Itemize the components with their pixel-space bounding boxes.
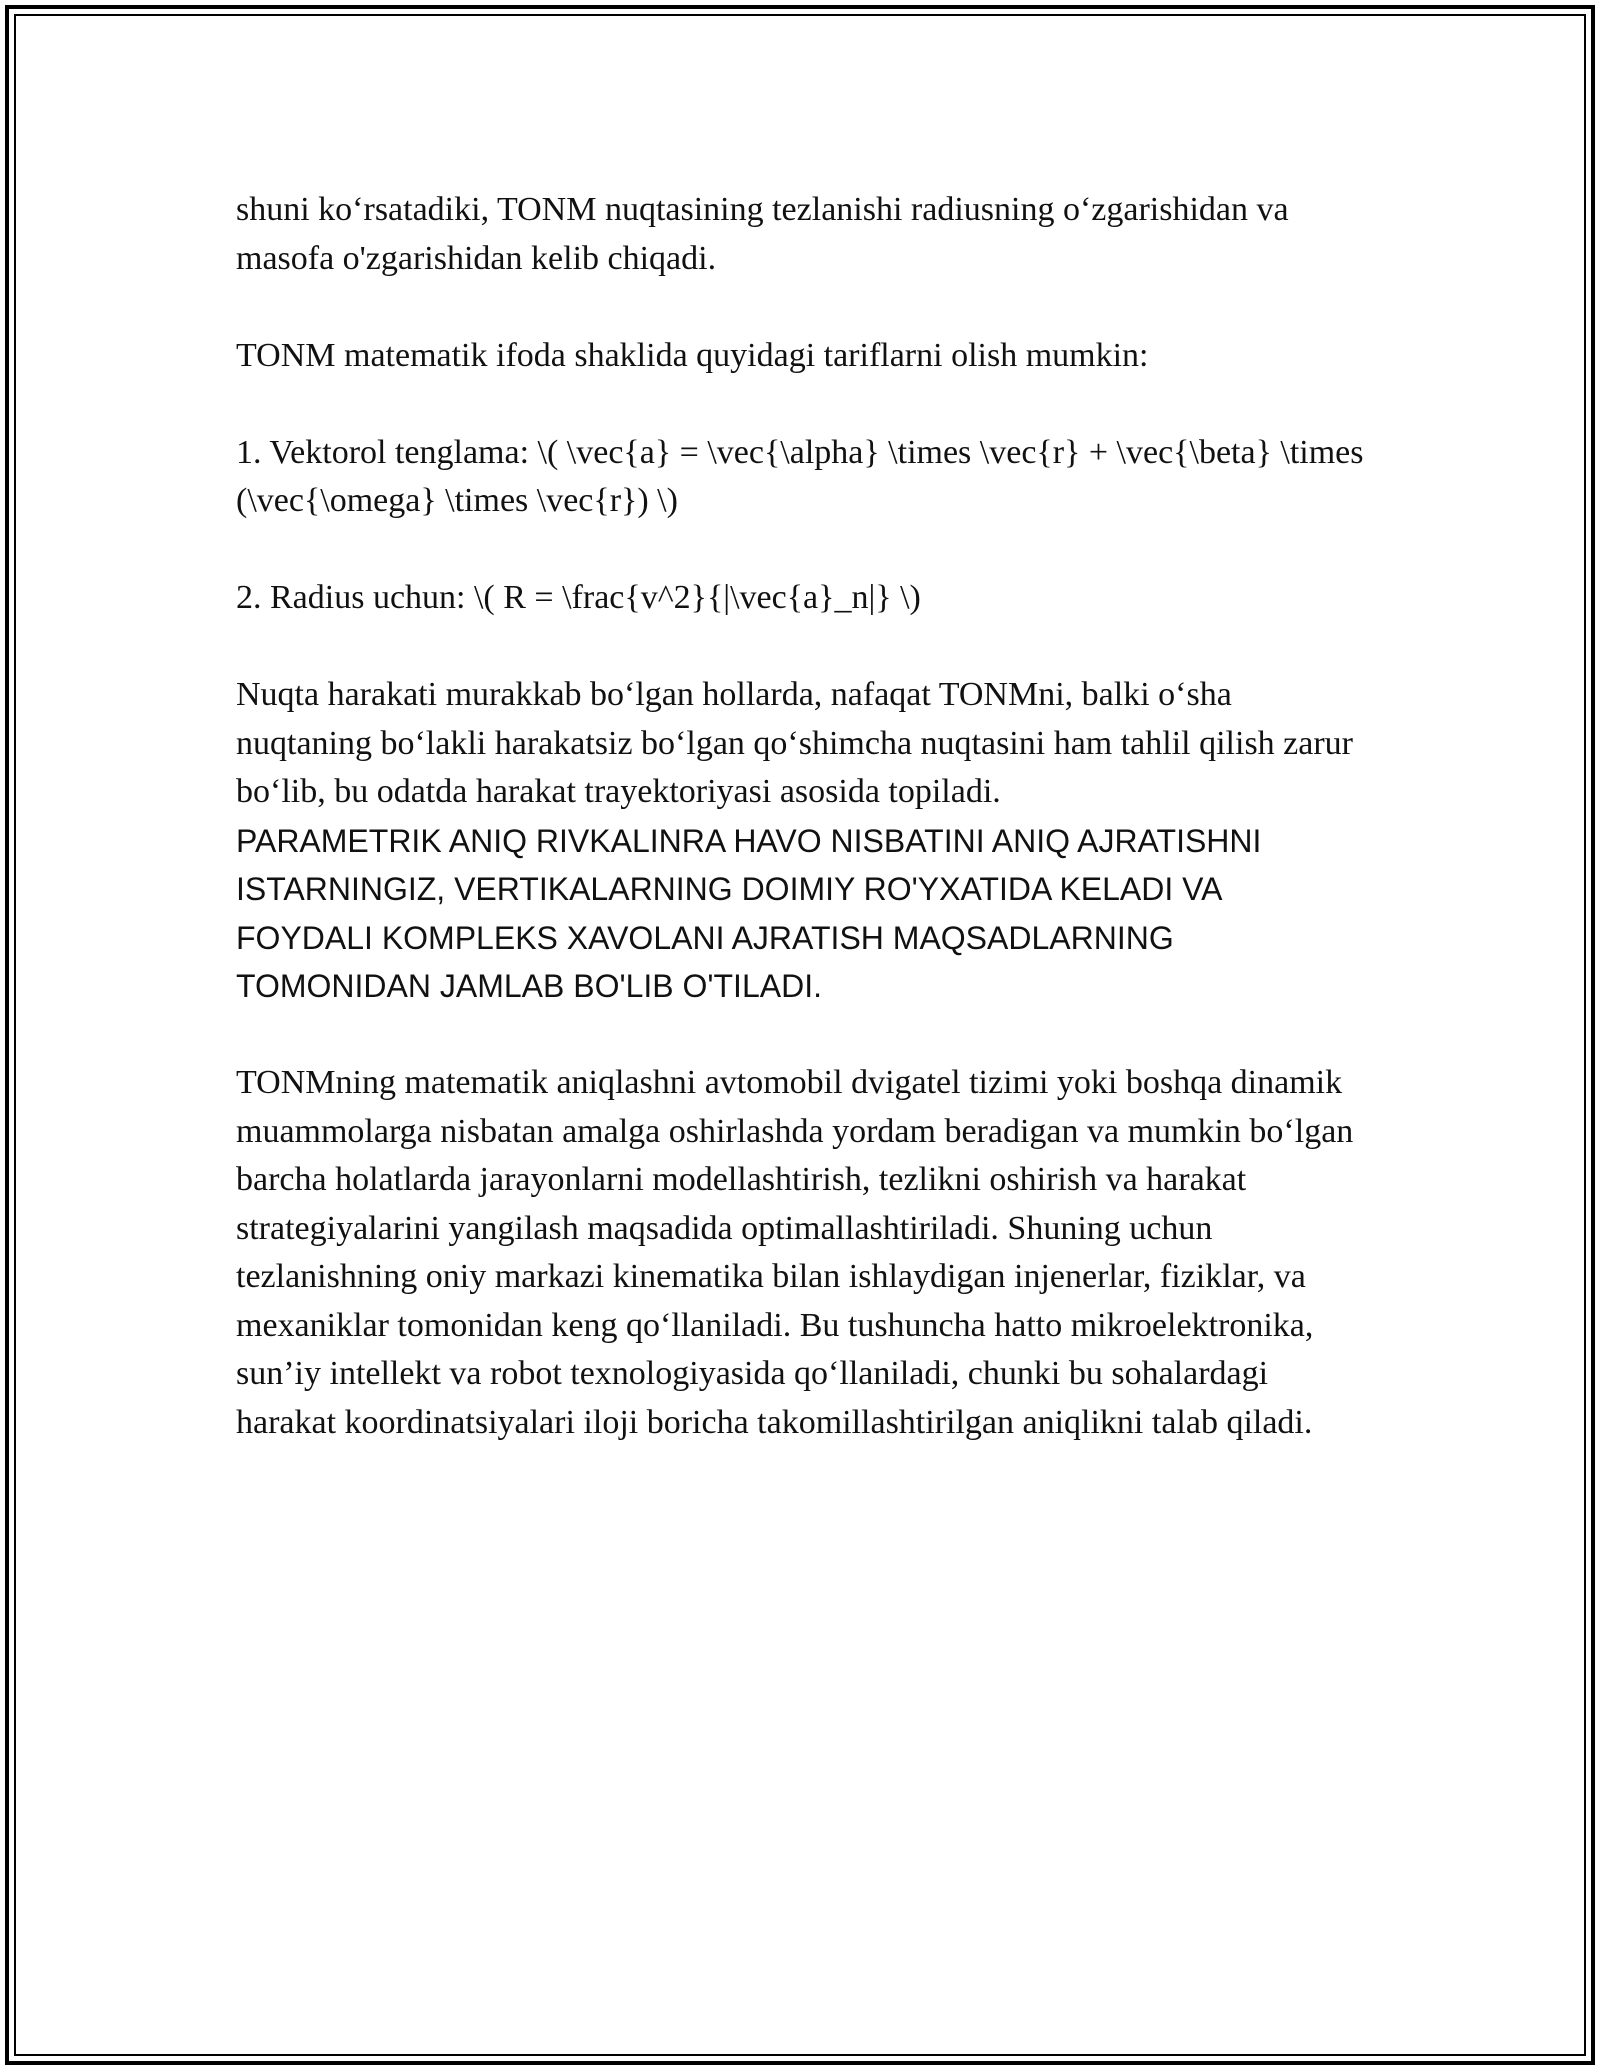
paragraph-applications: TONMning matematik aniqlashni avtomobil dvigatel tizimi yoki boshqa dinamik muammolarga nisbatan amalga oshirlashda yordam beradigan va mumkin bo‘lgan barcha holatlarda jarayonlarni modellashtirish, tezlikni oshirish va harakat strategiyalarini yangilash maqsadida optimallashtiriladi. Shuning uchun tezlanishning oniy markazi kinematika bilan ishlaydigan injenerlar, fiziklar, va mexaniklar tomonidan keng qo‘llaniladi. Bu tushuncha hatto mikroelektronika, sun’iy intellekt va robot texnologiyasida qo‘llaniladi, chunki bu sohalardagi harakat koordinatsiyalari iloji boricha takomillashtirilgan aniqlikni talab qiladi. xyxy=(236,1064,1354,1441)
paragraph-complex-motion: Nuqta harakati murakkab bo‘lgan hollarda, nafaqat TONMni, balki o‘sha nuqtaning bo‘lakli harakatsiz bo‘lgan qo‘shimcha nuqtasini ham tahlil qilish zarur bo‘lib, bu odatda harakat trayektoriyasi asosida topiladi. xyxy=(236,676,1354,810)
paragraph-uppercase-block: PARAMETRIK ANIQ RIVKALINRA HAVO NISBATINI ANIQ AJRATISHNI ISTARNINGIZ, VERTIKALARNING DOIMIY RO'YXATIDA KELADI VA FOYDALI KOMPLEKS XAVOLANI AJRATISH MAQSADLARNING TOMONIDAN JAMLAB BO'LIB O'TILADI. xyxy=(236,822,1262,1004)
paragraph-definitions-lead: TONM matematik ifoda shaklida quyidagi tariflarni olish mumkin: xyxy=(236,336,1149,374)
formula-vector-equation: 1. Vektorol tenglama: \( \vec{a} = \vec{\alpha} \times \vec{r} + \vec{\beta} \times (\vec{\omega} \times \vec{r}) \) xyxy=(236,433,1364,519)
paragraph-intro: shuni ko‘rsatadiki, TONM nuqtasining tezlanishi radiusning o‘zgarishidan va masofa o'zgarishidan kelib chiqadi. xyxy=(236,191,1289,277)
formula-radius: 2. Radius uchun: \( R = \frac{v^2}{|\vec{a}_n|} \) xyxy=(236,579,921,616)
document-body xyxy=(236,186,1366,1496)
